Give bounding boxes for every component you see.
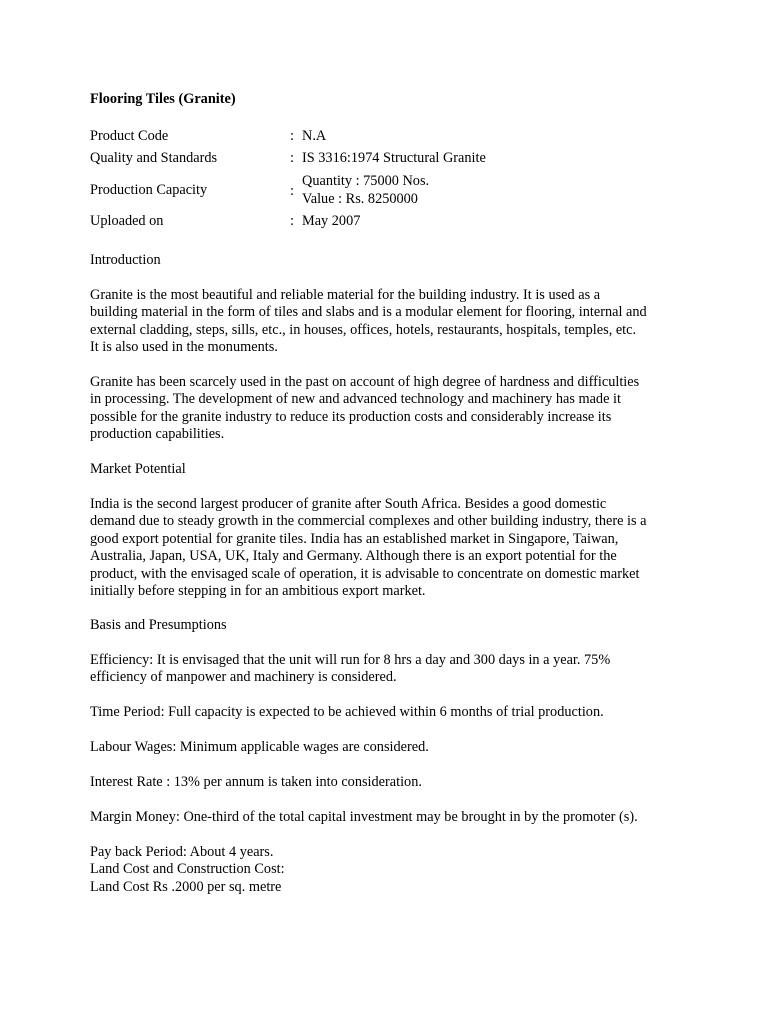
spec-label: Product Code bbox=[90, 128, 169, 144]
spec-label: Quality and Standards bbox=[90, 150, 218, 166]
paragraph-line: Granite is the most beautiful and reliable material for the building industry. It is used as a bbox=[90, 287, 601, 303]
market-paragraph bbox=[90, 496, 690, 600]
spec-value-value: Value : Rs. 8250000 bbox=[302, 191, 418, 207]
basis-heading: Basis and Presumptions bbox=[90, 617, 227, 633]
spec-value: May 2007 bbox=[302, 213, 361, 229]
land-cost-line: Land Cost Rs .2000 per sq. metre bbox=[90, 878, 282, 895]
margin-money-paragraph: Margin Money: One-third of the total capital investment may be brought in by the promoter (s). bbox=[90, 809, 638, 825]
spec-value: IS 3316:1974 Structural Granite bbox=[302, 150, 486, 166]
paragraph-line: initially before stepping in for an ambitious export market. bbox=[90, 582, 426, 599]
introduction-heading: Introduction bbox=[90, 252, 161, 268]
intro-paragraph-2 bbox=[90, 374, 690, 444]
paragraph-line: It is also used in the monuments. bbox=[90, 339, 278, 356]
spec-value-quantity: Quantity : 75000 Nos. bbox=[302, 173, 430, 189]
final-lines bbox=[90, 844, 690, 896]
paragraph-line: building material in the form of tiles and slabs and is a modular element for flooring, internal and bbox=[90, 304, 647, 321]
efficiency-paragraph bbox=[90, 652, 690, 687]
time-period-paragraph: Time Period: Full capacity is expected to be achieved within 6 months of trial production. bbox=[90, 704, 604, 720]
paragraph-line: demand due to steady growth in the commercial complexes and other building industry, there is a bbox=[90, 513, 647, 530]
spec-label: Production Capacity bbox=[90, 182, 208, 198]
paragraph-line: Efficiency: It is envisaged that the unit will run for 8 hrs a day and 300 days in a year. 75% bbox=[90, 652, 611, 668]
paragraph-line: India is the second largest producer of granite after South Africa. Besides a good domestic bbox=[90, 496, 607, 512]
paragraph-line: Granite has been scarcely used in the past on account of high degree of hardness and difficulties bbox=[90, 374, 640, 390]
paragraph-line: possible for the granite industry to reduce its production costs and considerably increase its bbox=[90, 408, 612, 425]
document-title: Flooring Tiles (Granite) bbox=[90, 91, 236, 107]
interest-rate-paragraph: Interest Rate : 13% per annum is taken into consideration. bbox=[90, 774, 422, 790]
paragraph-line: good export potential for granite tiles. India has an established market in Singapore, Taiwan, bbox=[90, 530, 619, 547]
spec-colon: : bbox=[290, 150, 294, 166]
paragraph-line: external cladding, steps, sills, etc., in houses, offices, hotels, restaurants, hospitals, temples, etc. bbox=[90, 321, 637, 338]
paragraph-line: Australia, Japan, USA, UK, Italy and Germany. Although there is an export potential for the bbox=[90, 548, 617, 565]
labour-wages-paragraph: Labour Wages: Minimum applicable wages are considered. bbox=[90, 739, 429, 755]
market-potential-heading: Market Potential bbox=[90, 461, 186, 477]
payback-period-line: Pay back Period: About 4 years. bbox=[90, 844, 274, 860]
spec-colon: : bbox=[290, 128, 294, 144]
paragraph-line: efficiency of manpower and machinery is considered. bbox=[90, 669, 397, 686]
spec-colon: : bbox=[290, 213, 294, 229]
paragraph-line: production capabilities. bbox=[90, 426, 225, 443]
spec-colon: : bbox=[290, 183, 294, 199]
paragraph-line: product, with the envisaged scale of operation, it is advisable to concentrate on domestic market bbox=[90, 565, 640, 582]
land-construction-cost-line: Land Cost and Construction Cost: bbox=[90, 861, 285, 878]
spec-label: Uploaded on bbox=[90, 213, 164, 229]
spec-value: N.A bbox=[302, 128, 327, 144]
intro-paragraph-1 bbox=[90, 287, 690, 357]
spec-row-production-capacity bbox=[90, 173, 690, 209]
paragraph-line: in processing. The development of new and advanced technology and machinery has made it bbox=[90, 391, 621, 408]
